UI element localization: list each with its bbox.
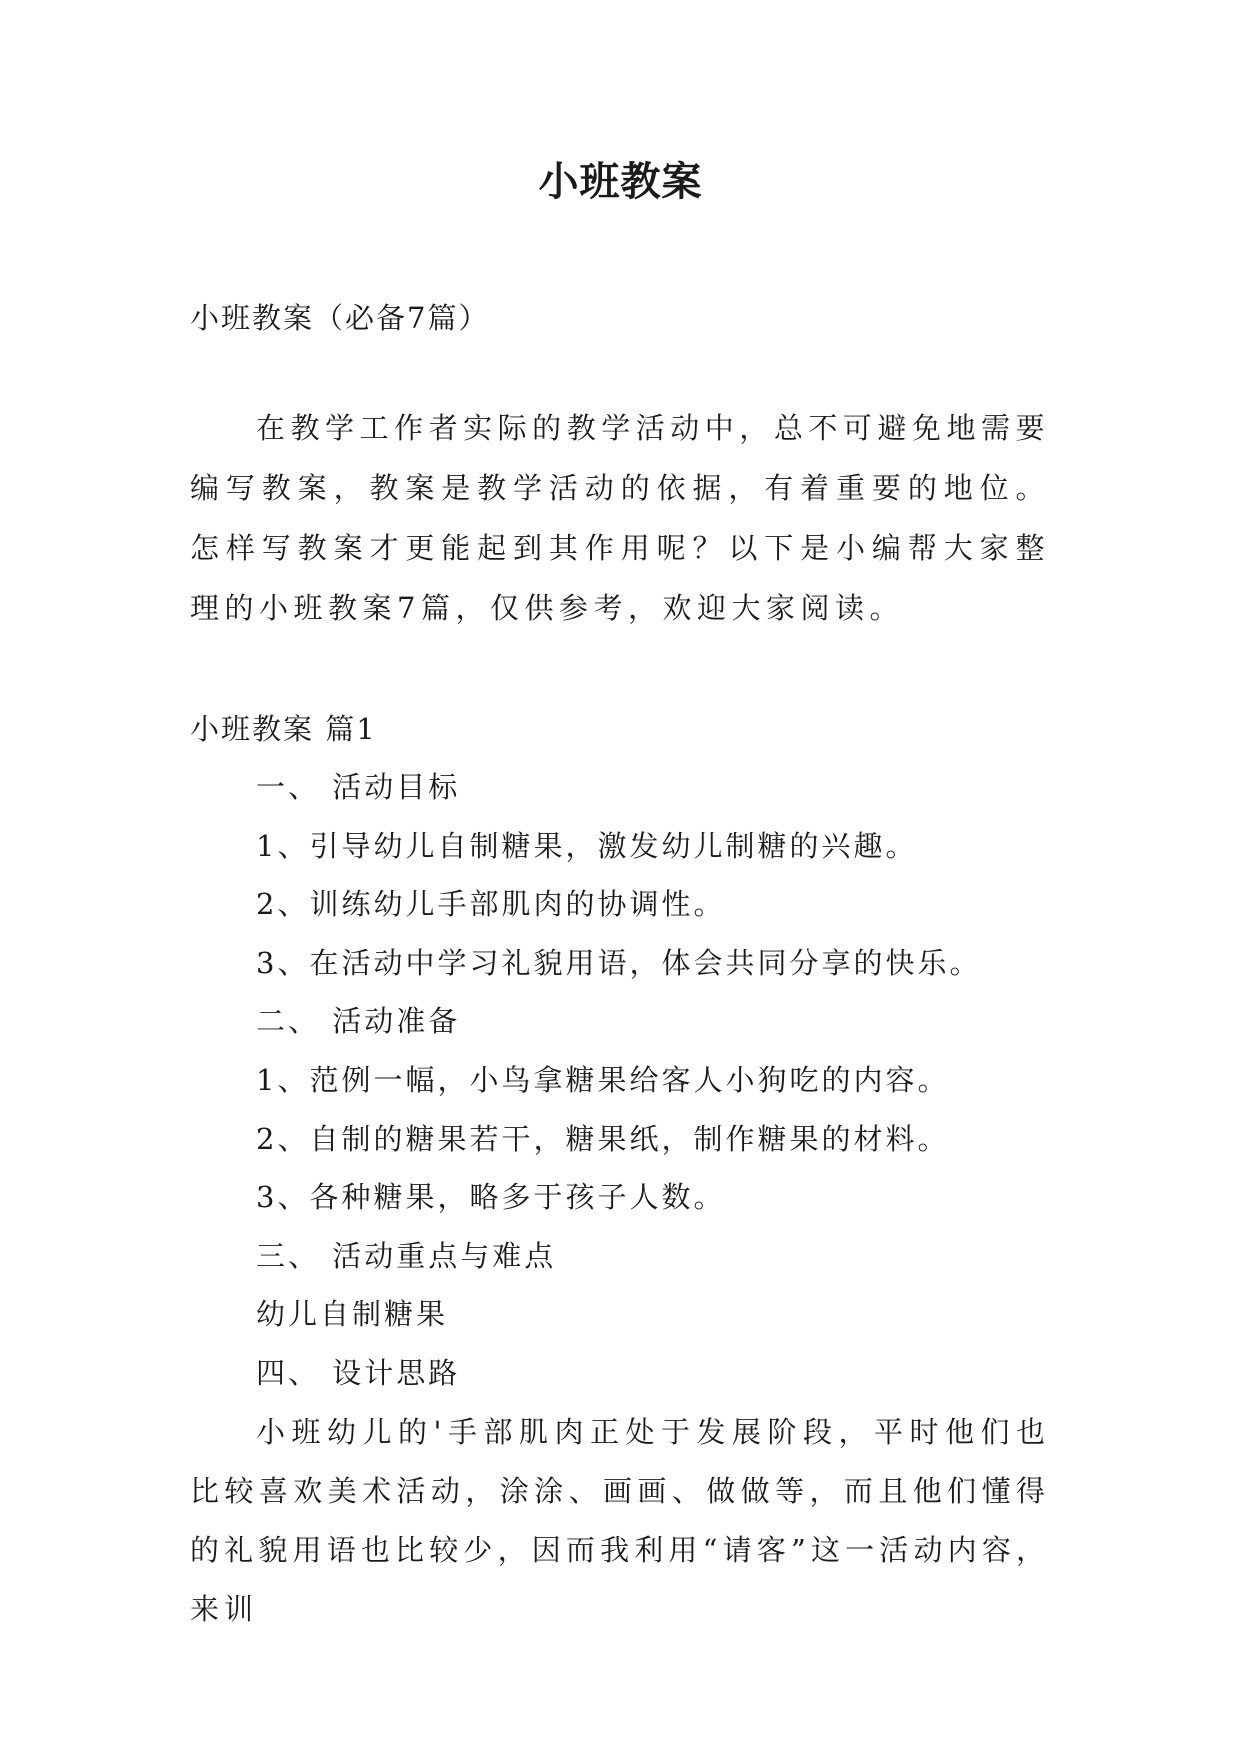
section-heading: 小班教案 篇1	[190, 712, 377, 746]
preparation-item-1: 1、范例一幅，小鸟拿糖果给客人小狗吃的内容。	[256, 1062, 950, 1097]
preparation-item-2: 2、自制的糖果若干，糖果纸，制作糖果的材料。	[256, 1121, 950, 1156]
goal-item-3: 3、在活动中学习礼貌用语，体会共同分享的快乐。	[256, 945, 982, 980]
intro-paragraph: 在教学工作者实际的教学活动中，总不可避免地需要编写教案，教案是教学活动的依据，有着重要的地位。怎样写教案才更能起到其作用呢？以下是小编帮大家整理的小班教案7篇，仅供参考，欢迎大家阅读。	[190, 411, 1050, 625]
preparation-item-3: 3、各种糖果，略多于孩子人数。	[256, 1180, 726, 1215]
goal-item-2: 2、训练幼儿手部肌肉的协调性。	[256, 887, 726, 922]
heading-design-idea: 四、 设计思路	[256, 1355, 461, 1390]
lesson-section-1	[190, 700, 1050, 1639]
heading-activity-goals: 一、 活动目标	[256, 770, 461, 804]
document-title: 小班教案	[538, 158, 703, 205]
heading-key-points: 三、 活动重点与难点	[256, 1238, 557, 1273]
key-points-text: 幼儿自制糖果	[256, 1297, 449, 1332]
design-idea-paragraph: 小班幼儿的'手部肌肉正处于发展阶段，平时他们也比较喜欢美术活动，涂涂、画画、做做等，而且他们懂得的礼貌用语也比较少，因而我利用“请客”这一活动内容，来训	[190, 1414, 1050, 1626]
goal-item-1: 1、引导幼儿自制糖果，激发幼儿制糖的兴趣。	[256, 828, 918, 863]
document-subtitle: 小班教案（必备7篇）	[190, 301, 490, 335]
heading-activity-preparation: 二、 活动准备	[256, 1004, 461, 1039]
